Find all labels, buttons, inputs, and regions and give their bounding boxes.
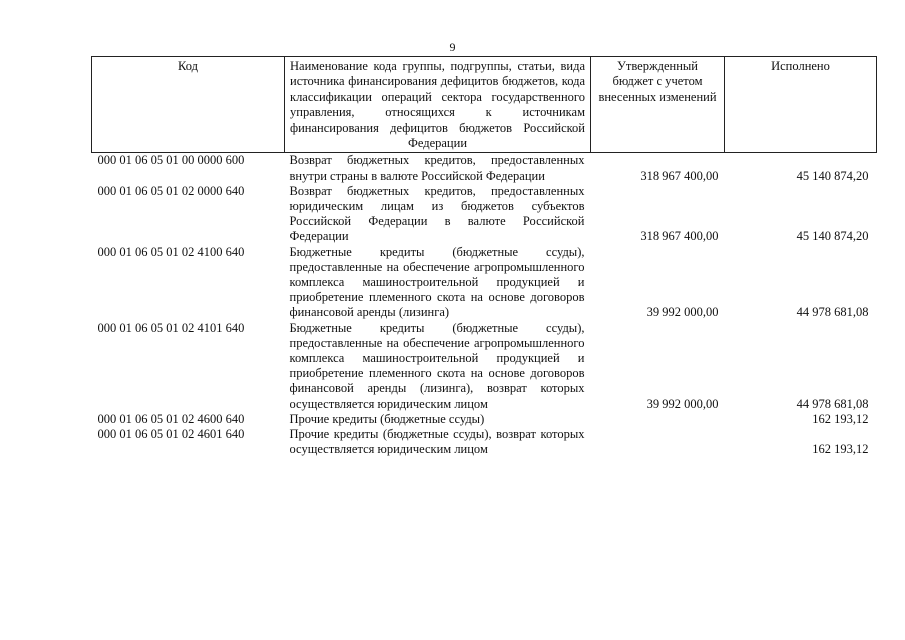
row-approved: 39 992 000,00 xyxy=(646,305,719,320)
row-code: 000 01 06 05 01 02 4100 640 xyxy=(97,244,245,259)
row-approved: 39 992 000,00 xyxy=(646,396,719,411)
row-executed: 45 140 874,20 xyxy=(796,168,869,183)
header-name: Наименование кода группы, подгруппы, статьи, вида источника финансирования дефицитов бюджетов, кода классификации операций сектора государственного управления, относящихся к источникам финансирования дефицитов бюджетов Российской Федерации xyxy=(285,57,591,153)
header-code: Код xyxy=(92,57,285,153)
row-approved xyxy=(591,412,725,427)
row-name: Прочие кредиты (бюджетные ссуды), возврат которых осуществляется юридическим лицом xyxy=(289,427,585,457)
table-row xyxy=(92,153,877,184)
row-code: 000 01 06 05 01 02 4600 640 xyxy=(97,411,245,426)
row-name: Прочие кредиты (бюджетные ссуды) xyxy=(289,411,485,426)
row-code: 000 01 06 05 01 02 0000 640 xyxy=(97,183,245,198)
row-code: 000 01 06 05 01 02 4601 640 xyxy=(97,427,245,442)
header-approved: Утвержденный бюджет с учетом внесенных изменений xyxy=(591,57,725,153)
table-row xyxy=(92,245,877,321)
budget-sources-table xyxy=(91,56,877,458)
row-name: Бюджетные кредиты (бюджетные ссуды), предоставленные на обеспечение агропромышленного комплекса машиностроительной продукцией и приобретение племенного скота на основе договоров финансовой аренды (лизинга), возврат которых осуществляется юридическим лицом xyxy=(289,320,585,411)
page-number: 9 xyxy=(449,40,456,54)
row-executed: 44 978 681,08 xyxy=(796,396,869,411)
row-code: 000 01 06 05 01 00 0000 600 xyxy=(97,153,245,168)
row-name: Возврат бюджетных кредитов, предоставленных юридическим лицам из бюджетов субъектов Российской Федерации в валюте Российской Федерации xyxy=(289,183,585,244)
table-header xyxy=(92,57,877,153)
row-executed: 162 193,12 xyxy=(812,442,869,457)
row-name: Бюджетные кредиты (бюджетные ссуды), предоставленные на обеспечение агропромышленного комплекса машиностроительной продукцией и приобретение племенного скота на основе договоров финансовой аренды (лизинга) xyxy=(289,244,585,320)
row-approved xyxy=(591,427,725,457)
table-row xyxy=(92,321,877,412)
row-approved: 318 967 400,00 xyxy=(640,168,719,183)
row-executed: 45 140 874,20 xyxy=(796,229,869,244)
header-executed: Исполнено xyxy=(725,57,877,153)
table-row xyxy=(92,412,877,427)
table-row xyxy=(92,184,877,245)
row-approved: 318 967 400,00 xyxy=(640,229,719,244)
row-executed: 44 978 681,08 xyxy=(796,305,869,320)
row-code: 000 01 06 05 01 02 4101 640 xyxy=(97,320,245,335)
table-body xyxy=(92,153,877,458)
row-executed: 162 193,12 xyxy=(812,411,869,426)
table-row xyxy=(92,427,877,457)
row-name: Возврат бюджетных кредитов, предоставленных внутри страны в валюте Российской Федерации xyxy=(289,153,585,183)
